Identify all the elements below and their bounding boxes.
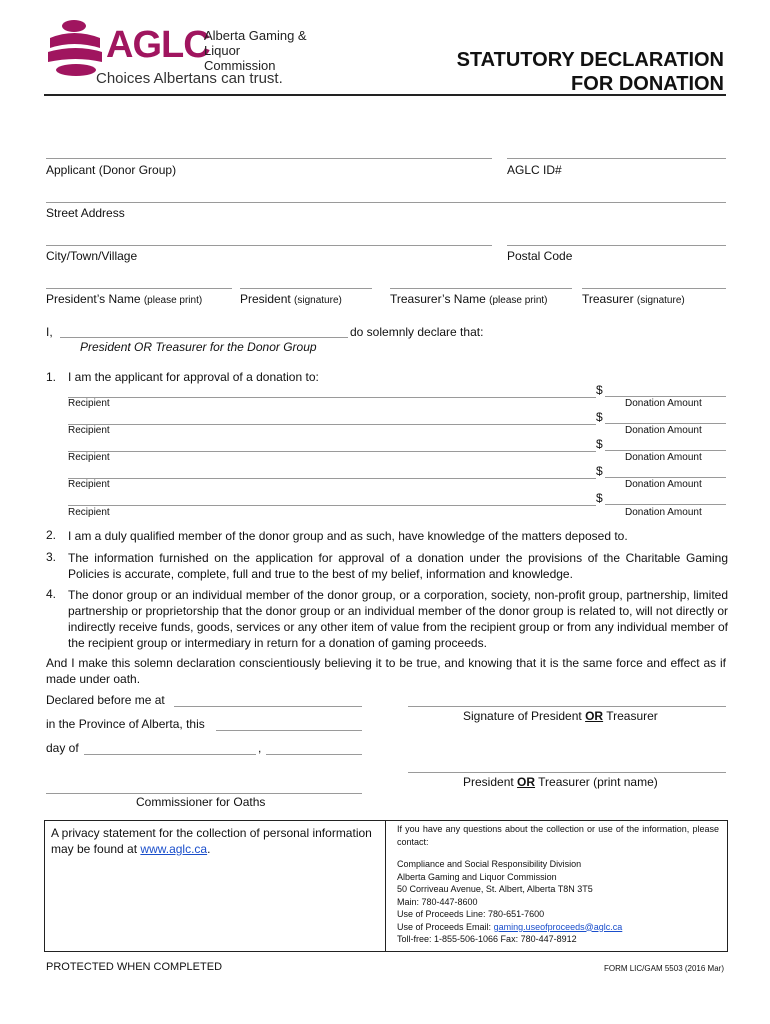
privacy-statement [51,825,381,857]
recipient-label: Recipient [68,398,110,409]
aglc-id-field[interactable] [507,158,726,159]
title-line1: STATUTORY DECLARATION [456,49,724,71]
province-day-field[interactable] [216,730,362,731]
amount-label: Donation Amount [625,425,702,436]
recipient-field[interactable] [68,505,596,506]
treasurer-name-note: (please print) [489,295,548,306]
province-label: in the Province of Alberta, this [46,717,205,731]
treasurer-sig-field[interactable] [582,288,726,289]
item4-number: 4. [46,587,57,601]
declare-suffix: do solemnly declare that: [350,325,484,339]
president-name-label [46,292,202,306]
page-title [457,48,724,96]
recipient-label: Recipient [68,507,110,518]
treasurer-name-text: Treasurer’s Name [390,292,486,306]
president-name-note: (please print) [143,295,203,306]
recipient-field[interactable] [68,397,596,398]
street-field[interactable] [46,202,726,203]
donation-amount-field[interactable] [605,423,726,424]
aglc-logo-mark-icon [44,18,108,78]
contact-org: Alberta Gaming and Liquor Commission [397,871,557,882]
logo-text: AGLC [106,24,210,66]
treasurer-sig-note: (signature) [636,295,685,306]
contact-tollfree: Toll-free: 1-855-506-1066 Fax: 780-447-8912 [397,934,577,944]
header-rule [44,94,726,96]
signature-field[interactable] [408,706,726,707]
privacy-contact-box [44,820,728,952]
currency-sign: $ [596,464,603,478]
recipient-field[interactable] [68,424,596,425]
city-field[interactable] [46,245,492,246]
declarant-field[interactable] [60,337,348,338]
recipient-field[interactable] [68,478,596,479]
year-field[interactable] [266,754,362,755]
signature-post: Treasurer [606,709,658,723]
item3-text: The information furnished on the application for approval of a donation under the provisions of the Charitable Gaming Policies is accurate, complete, full and true to the best of my belief, information and knowledge. [68,551,728,581]
amount-label: Donation Amount [625,398,702,409]
title-line2: FOR DONATION [571,73,724,95]
president-sig-note: (signature) [294,295,342,306]
item2-text: I am a duly qualified member of the donor group and as such, have knowledge of the matters deposed to. [68,529,628,543]
contact-email-link[interactable]: gaming.useofproceeds@aglc.ca [493,921,623,932]
recipient-field[interactable] [68,451,596,452]
signature-or: OR [585,709,604,723]
commissioner-label: Commissioner for Oaths [136,795,266,809]
print-post: Treasurer (print name) [538,775,658,789]
commissioner-sig-field[interactable] [46,793,362,794]
signature-label [463,709,658,723]
currency-sign: $ [596,383,603,397]
treasurer-name-label [390,292,548,306]
print-name-label [463,775,658,789]
day-of-label: day of [46,741,79,755]
recipient-label: Recipient [68,452,110,463]
declared-before-label: Declared before me at [46,693,165,707]
item1-text: I am the applicant for approval of a donation to: [68,370,319,384]
tagline: Choices Albertans can trust. [96,70,283,87]
contact-address: 50 Corriveau Avenue, St. Albert, Alberta T8N 3T5 [397,884,593,894]
currency-sign: $ [596,410,603,424]
contact-line: Use of Proceeds Line: 780-651-7600 [397,909,545,919]
recipient-label: Recipient [68,425,110,436]
footer-form-number: FORM LIC/GAM 5503 (2016 Mar) [603,964,724,973]
item2-number: 2. [46,528,57,542]
donation-amount-field[interactable] [605,477,726,478]
declare-caption: President OR Treasurer for the Donor Group [80,340,317,354]
aglc-website-link[interactable]: www.aglc.ca [140,842,208,856]
item4-text: The donor group or an individual member of the donor group, or a corporation, society, non-profit group, partnership, limited partnership or proprietorship that the donor group or an individual member of the donor group is related to, will not directly or indirectly receive funds, goods, services or any other item of value from the recipient group or from any individual member of the recipient group or intermediary in return for a donation of gaming proceeds. [68,588,728,650]
print-name-field[interactable] [408,772,726,773]
president-name-field[interactable] [46,288,232,289]
treasurer-name-field[interactable] [390,288,572,289]
donation-amount-field[interactable] [605,450,726,451]
recipient-label: Recipient [68,479,110,490]
print-or: OR [517,775,536,789]
box-divider [385,821,386,951]
item3-number: 3. [46,550,57,564]
applicant-label: Applicant (Donor Group) [46,163,177,177]
contact-email-row [397,921,719,934]
month-field[interactable] [84,754,256,755]
city-label: City/Town/Village [46,249,138,263]
president-sig-label [240,292,342,306]
contact-main: Main: 780-447-8600 [397,896,478,907]
privacy-end: . [207,842,211,856]
footer-protected: PROTECTED WHEN COMPLETED [46,961,223,973]
donation-amount-field[interactable] [605,504,726,505]
treasurer-sig-label [582,292,685,306]
item1-number: 1. [46,370,57,384]
street-label: Street Address [46,206,125,220]
president-sig-field[interactable] [240,288,372,289]
amount-label: Donation Amount [625,452,702,463]
applicant-field[interactable] [46,158,492,159]
postal-label: Postal Code [507,249,573,263]
contact-email-label: Use of Proceeds Email: [397,921,492,932]
aglc-logo [44,18,314,88]
president-name-text: President’s Name [46,292,141,306]
date-comma: , [258,741,262,755]
treasurer-sig-text: Treasurer [582,292,634,306]
postal-field[interactable] [507,245,726,246]
currency-sign: $ [596,491,603,505]
aglc-id-label: AGLC ID# [507,163,562,177]
signature-pre: Signature of President [463,709,582,723]
print-pre: President [463,775,514,789]
donation-amount-field[interactable] [605,396,726,397]
contact-intro: If you have any questions about the collection or use of the information, please contact: [397,824,719,847]
solemn-paragraph: And I make this solemn declaration conscientiously believing it to be true, and knowing that it is the same force and effect as if made under oath. [46,656,726,686]
president-sig-text: President [240,292,291,306]
privacy-text: A privacy statement for the collection of personal information may be found at [51,826,372,856]
logo-org-line1: Alberta Gaming & [204,28,307,43]
logo-org-line2: Liquor Commission [204,43,276,73]
contact-division: Compliance and Social Responsibility Division [397,859,582,869]
contact-info [397,823,719,946]
declared-location-field[interactable] [174,706,362,707]
declare-prefix: I, [46,325,53,339]
amount-label: Donation Amount [625,479,702,490]
amount-label: Donation Amount [625,507,702,518]
currency-sign: $ [596,437,603,451]
